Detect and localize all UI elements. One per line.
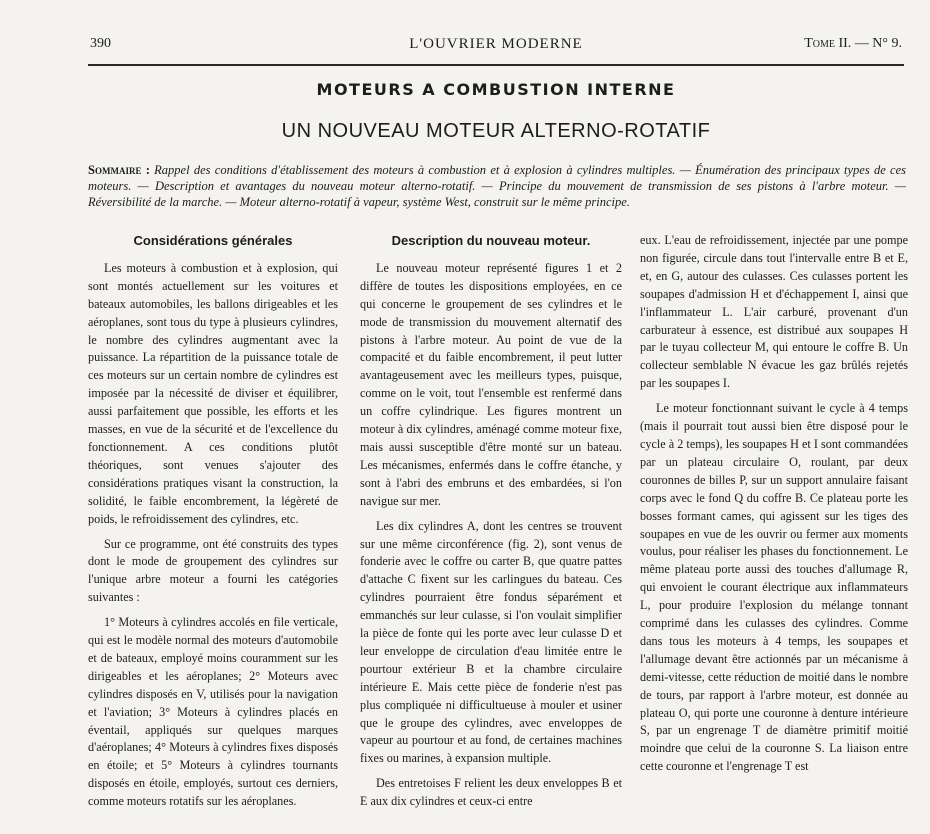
paragraph: Le nouveau moteur représenté figures 1 et 2 diffère de toutes les dispositions employées, en ce qui concerne le groupement de ses cylindres et le mode de transmission du mouvement alternatif des pistons à l'arbre moteur. Au point de vue de la compacité et du faible encombrement, il peut lutter avantageusement avec les meilleurs types, puisque, comme on le voit, tout l'ensemble est renfermé dans un coffre cylindrique. Les figures montrent un moteur à dix cylindres, aménagé comme moteur fixe, mais aussi susceptible d'être monté sur un bateau. Les mécanismes, enfermés dans le coffre étanche, y sont à l'abri des embruns et des embardées, si l'on navigue sur mer. (360, 260, 622, 508)
paragraph: Sur ce programme, ont été construits des types dont le mode de groupement des cylindres sur l'unique arbre moteur a fourni les catégories suivantes : (88, 536, 338, 605)
paragraph: Les moteurs à combustion et à explosion, qui sont montés actuellement sur les voitures et bateaux automobiles, les ballons dirigeables et les aéroplanes, sont tous du type à plusieurs cylindres, le nombre des cylindres augmentant avec la puissance. La répartition de la puissance totale de ces moteurs sur un certain nombre de cylindres est imposée par la nécessité de diviser et équilibrer, aussi parfaitement que possible, les efforts et les masses, en vue de la sécurité et de l'excellence du fonctionnement. A ces conditions plutôt théoriques, sont venues s'ajouter des considérations pratiques visant la construction, la solidité, le faible encombrement, la légèreté de poids, le refroidissement des cylindres, etc. (88, 260, 338, 526)
column-1 (88, 232, 338, 818)
paragraph: 1° Moteurs à cylindres accolés en file verticale, qui est le modèle normal des moteurs d'automobile et de bateaux, employé moins couramment sur les dirigeables et les aéroplanes; 2° Moteurs avec cylindres disposés en V, utilisés pour la navigation et l'aviation; 3° Moteurs à cylindres placés en éventail, appliqués sur quelques marques d'aéroplanes; 4° Moteurs à cylindres fixes disposés en étoile; et 5° Moteurs à cylindres tournants disposés en étoile, employés, surtout ces derniers, comme moteurs rotatifs sur les aéroplanes. (88, 615, 338, 809)
heading-description: Description du nouveau moteur. (391, 233, 591, 248)
page-number: 390 (90, 36, 111, 51)
paragraph: Des entretoises F relient les deux enveloppes B et E aux dix cylindres et ceux-ci entre (360, 776, 622, 809)
journal-title: L'OUVRIER MODERNE (409, 36, 583, 52)
page-header (90, 36, 902, 56)
summary-text: Rappel des conditions d'établissement des moteurs à combustion et à explosion à cylindres multiples. — Énumération des principaux types de ces moteurs. — Description et avantages du nouveau moteur alterno-rotatif. — Principe du mouvement de transmission de ses pistons à l'arbre moteur. — Réversibilité de la marche. — Moteur alterno-rotatif à vapeur, système West, construit sur le même principe. (88, 163, 907, 209)
paragraph: Le moteur fonctionnant suivant le cycle à 4 temps (mais il pourrait tout aussi bien être disposé pour le cycle à 2 temps), les soupapes H et I sont commandées par un plateau circulaire O, roulant, par deux couronnes de billes P, sur un support annulaire faisant corps avec le fond Q du coffre B. Ce plateau porte les bosses formant cames, qui agissent sur les tiges des soupapes en vue de les ouvrir ou fermer aux moments voulus, pour réaliser les phases du fonctionnement. Le même plateau porte aussi des touches d'allumage R, qui envoient le courant électrique aux inflammateurs L, pour produire l'explosion du mélange tonnant comprimé dans les culasses des cylindres. Comme dans tous les moteurs à 4 temps, les soupapes et l'allumage devant être actionnés par un mécanisme à demi-vitesse, cette réduction de moitié dans le nombre de tours, par rapport à l'arbre moteur, est donnée au plateau O, qui porte une couronne à denture intérieure S, par un engrenage T de diamètre primitif moitié moindre que celui de la couronne S. La liaison entre cette couronne et l'engrenage T est (640, 401, 908, 774)
paragraph: eux. L'eau de refroidissement, injectée par une pompe non figurée, circule dans tout l'intervalle entre B et E, et, en G, autour des culasses. Ces culasses portent les soupapes d'admission H et d'échappement I, ainsi que l'inflammateur L. L'air carburé, provenant d'un carburateur à essence, est distribué aux soupapes H par le tuyau collecteur M, qui entoure le coffre B. Un collecteur semblable N évacue les gaz brûlés rejetés par les soupapes I. (640, 233, 908, 391)
header-rule (88, 64, 904, 66)
section-title: MOTEURS A COMBUSTION INTERNE (316, 80, 676, 99)
issue-label: Tome II. — N° 9. (804, 36, 902, 51)
column-2 (360, 232, 622, 818)
column-3 (640, 232, 908, 783)
summary-lead: Sommaire : (88, 163, 150, 177)
summary (88, 162, 906, 210)
heading-general-considerations: Considérations générales (133, 233, 293, 248)
article-title: UN NOUVEAU MOTEUR ALTERNO-ROTATIF (281, 120, 711, 142)
paragraph: Les dix cylindres A, dont les centres se trouvent sur une même circonférence (fig. 2), sont venus de fonderie avec le coffre ou carter B, que quatre pattes d'attache C fixent sur les carlingues du bateau. Ces cylindres pourraient être fondus séparément et emmanchés sur leur culasse, si l'on voulait simplifier la pièce de fonte qui les porte avec leur culasse D et leur enveloppe de circulation d'eau limitée entre le pourtour extérieur B et la chambre circulaire intérieure E. Mais cette pièce de fonderie n'est pas plus compliquée ni difficultueuse à mouler et usiner que le groupe des cylindres, avec enveloppes de vapeur au pourtour et au fond, de certaines machines fixes ou marines, à expansion multiple. (360, 518, 622, 766)
